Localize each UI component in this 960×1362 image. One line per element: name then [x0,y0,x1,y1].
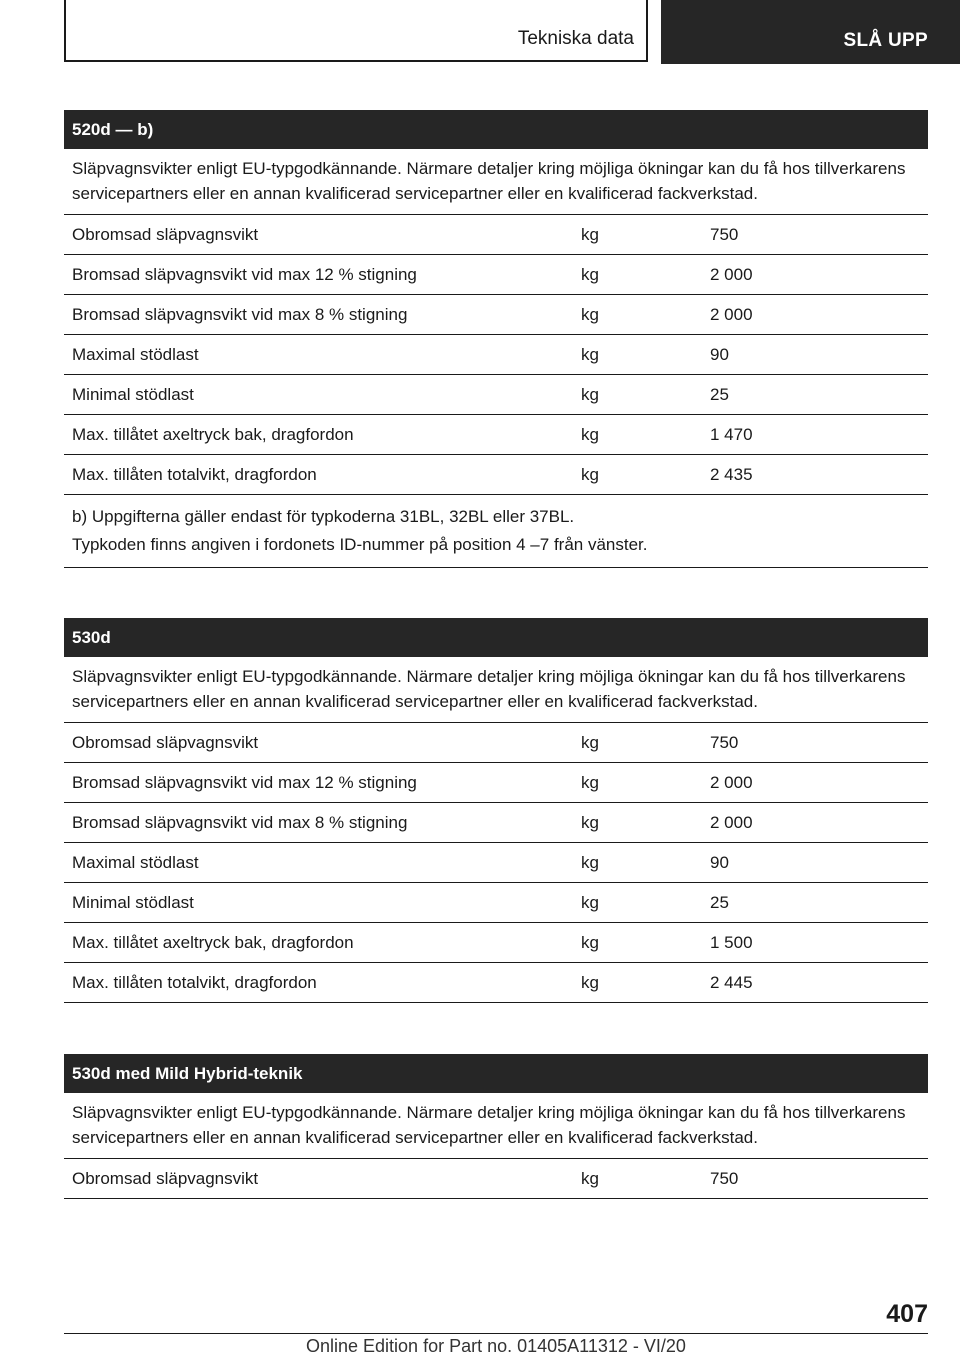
row-value: 25 [710,893,729,912]
row-unit: kg [581,853,599,872]
row-value: 2 445 [710,973,753,992]
section-530d-mild-hybrid [64,1054,928,1199]
row-unit: kg [581,345,599,364]
row-value: 90 [710,853,729,872]
row-label: Bromsad släpvagnsvikt vid max 12 % stigning [72,265,417,284]
row-unit: kg [581,265,599,284]
row-unit: kg [581,773,599,792]
row-value: 1 500 [710,933,753,952]
table-row [64,335,928,375]
row-value: 2 000 [710,813,753,832]
table-row [64,415,928,455]
row-unit: kg [581,733,599,752]
row-value: 2 000 [710,305,753,324]
row-label: Maximal stödlast [72,345,199,364]
page-header [0,0,960,66]
section-heading: 520d — b) [64,110,928,149]
edition-note: Online Edition for Part no. 01405A11312 - VI/20 [306,1336,686,1356]
row-unit: kg [581,893,599,912]
row-unit: kg [581,813,599,832]
table-row [64,923,928,963]
section-intro: Släpvagnsvikter enligt EU-typgodkännande. Närmare detaljer kring möjliga ökningar kan du få hos tillverkarens servicepartners eller en annan kvalificerad servicepartner eller en kvalificerad fackverkstad. [64,657,928,723]
section-530d [64,618,928,1003]
page-number: 407 [886,1300,928,1328]
row-unit: kg [581,1169,599,1188]
table-row [64,455,928,495]
table-row [64,883,928,923]
footnote-line: Typkoden finns angiven i fordonets ID-nummer på position 4 –7 från vänster. [72,535,648,554]
row-unit: kg [581,385,599,404]
row-value: 1 470 [710,425,753,444]
table-row [64,1159,928,1199]
row-label: Bromsad släpvagnsvikt vid max 8 % stigning [72,813,408,832]
section-footnote [64,495,928,568]
row-label: Obromsad släpvagnsvikt [72,225,259,244]
footnote-line: b) Uppgifterna gäller endast för typkoderna 31BL, 32BL eller 37BL. [72,507,575,526]
table-row [64,803,928,843]
row-unit: kg [581,305,599,324]
row-label: Bromsad släpvagnsvikt vid max 8 % stigning [72,305,408,324]
row-unit: kg [581,465,599,484]
row-value: 750 [710,1169,739,1188]
row-value: 25 [710,385,729,404]
table-row [64,843,928,883]
row-label: Max. tillåten totalvikt, dragfordon [72,973,317,992]
table-row [64,763,928,803]
chapter-tab [64,0,648,62]
section-heading: 530d [64,618,928,657]
section-intro: Släpvagnsvikter enligt EU-typgodkännande. Närmare detaljer kring möjliga ökningar kan du få hos tillverkarens servicepartners eller en annan kvalificerad servicepartner eller en kvalificerad fackverkstad. [64,1093,928,1159]
row-label: Max. tillåten totalvikt, dragfordon [72,465,317,484]
nav-tab[interactable] [661,0,960,64]
table-row [64,723,928,763]
row-label: Max. tillåtet axeltryck bak, dragfordon [72,425,354,444]
row-value: 2 000 [710,265,753,284]
row-value: 750 [710,733,739,752]
row-label: Max. tillåtet axeltryck bak, dragfordon [72,933,354,952]
section-heading: 530d med Mild Hybrid-teknik [64,1054,928,1093]
row-label: Maximal stödlast [72,853,199,872]
nav-look-up-link[interactable]: SLÅ UPP [843,30,928,51]
row-unit: kg [581,425,599,444]
table-row [64,295,928,335]
row-label: Bromsad släpvagnsvikt vid max 12 % stigning [72,773,417,792]
section-intro: Släpvagnsvikter enligt EU-typgodkännande. Närmare detaljer kring möjliga ökningar kan du få hos tillverkarens servicepartners eller en annan kvalificerad servicepartner eller en kvalificerad fackverkstad. [64,149,928,215]
chapter-title: Tekniska data [517,28,634,49]
row-value: 750 [710,225,739,244]
row-value: 2 000 [710,773,753,792]
table-row [64,963,928,1003]
row-label: Obromsad släpvagnsvikt [72,733,259,752]
row-value: 2 435 [710,465,753,484]
table-row [64,215,928,255]
row-value: 90 [710,345,729,364]
row-unit: kg [581,973,599,992]
section-520d [64,110,928,568]
table-row [64,375,928,415]
row-label: Obromsad släpvagnsvikt [72,1169,259,1188]
row-unit: kg [581,225,599,244]
footer-divider [64,1333,928,1334]
row-label: Minimal stödlast [72,385,194,404]
row-label: Minimal stödlast [72,893,194,912]
row-unit: kg [581,933,599,952]
table-row [64,255,928,295]
